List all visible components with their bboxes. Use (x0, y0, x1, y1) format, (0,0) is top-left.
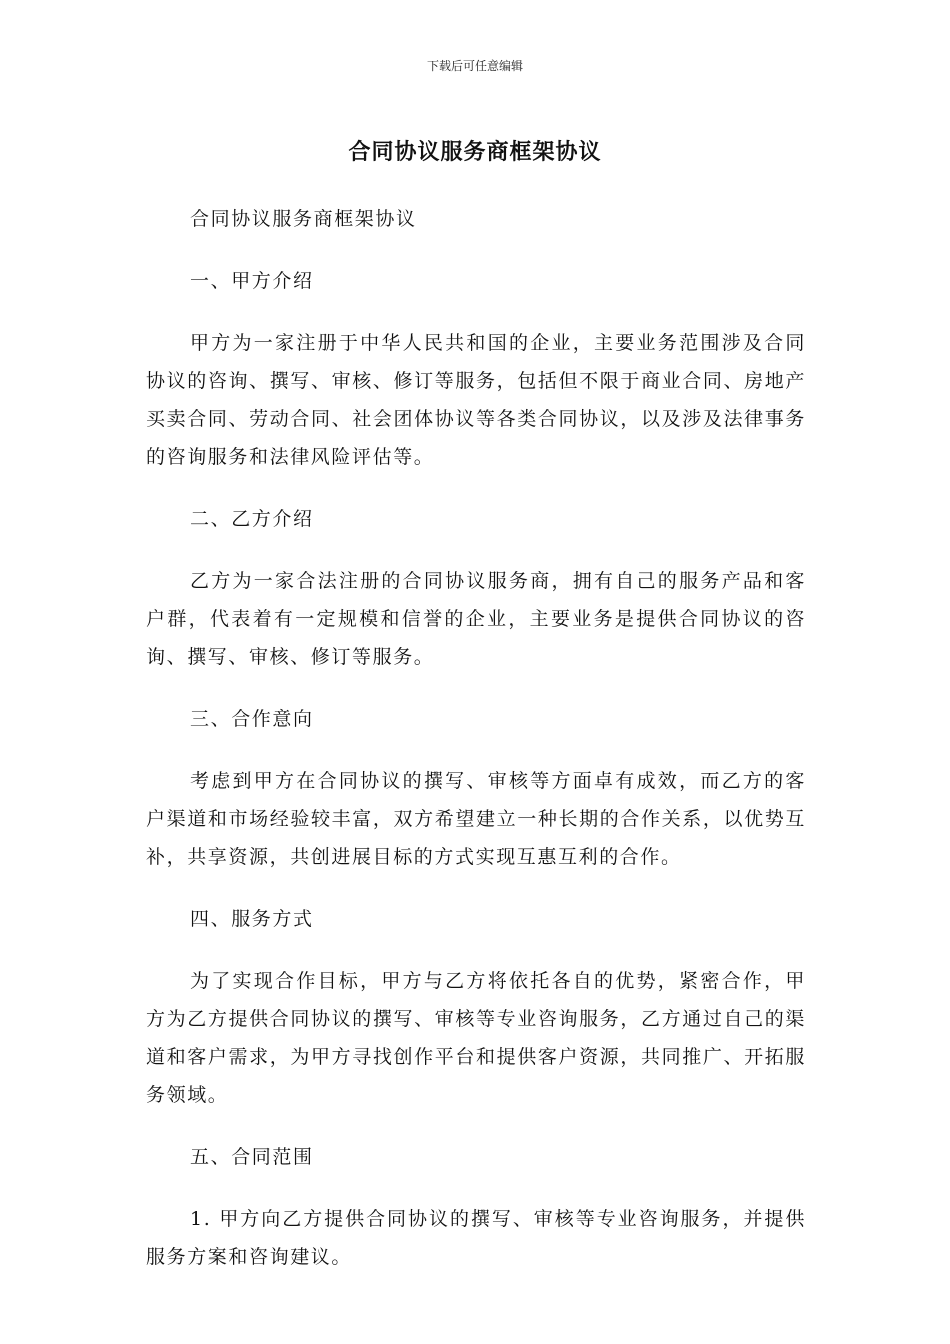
paragraph-service-mode: 为了实现合作目标，甲方与乙方将依托各自的优势，紧密合作，甲方为乙方提供合同协议的撰写、审核等专业咨询服务，乙方通过自己的渠道和客户需求，为甲方寻找创作平台和提供客户资源，共同推广、开拓服务领域。 (146, 970, 806, 1106)
paragraph-party-a: 甲方为一家注册于中华人民共和国的企业，主要业务范围涉及合同协议的咨询、撰写、审核、修订等服务，包括但不限于商业合同、房地产买卖合同、劳动合同、社会团体协议等各类合同协议，以及涉及法律事务的咨询服务和法律风险评估等。 (146, 332, 806, 468)
paragraph-cooperation: 考虑到甲方在合同协议的撰写、审核等方面卓有成效，而乙方的客户渠道和市场经验较丰富，双方希望建立一种长期的合作关系，以优势互补，共享资源，共创进展目标的方式实现互惠互利的合作。 (146, 770, 806, 868)
document-body (146, 200, 806, 1300)
section-heading-service-mode: 四、服务方式 (190, 908, 314, 930)
header-note: 下载后可任意编辑 (426, 59, 523, 73)
section-heading-party-a: 一、甲方介绍 (190, 270, 314, 292)
paragraph-scope-item-1: 1. 甲方向乙方提供合同协议的撰写、审核等专业咨询服务，并提供服务方案和咨询建议。 (146, 1208, 806, 1268)
section-heading-doc-name: 合同协议服务商框架协议 (190, 208, 417, 230)
section-heading-scope: 五、合同范围 (190, 1146, 314, 1168)
section-heading-party-b: 二、乙方介绍 (190, 508, 314, 530)
paragraph-party-b: 乙方为一家合法注册的合同协议服务商，拥有自己的服务产品和客户群，代表着有一定规模和信誉的企业，主要业务是提供合同协议的咨询、撰写、审核、修订等服务。 (146, 570, 806, 668)
document-title: 合同协议服务商框架协议 (348, 140, 602, 165)
section-heading-cooperation: 三、合作意向 (190, 708, 314, 730)
